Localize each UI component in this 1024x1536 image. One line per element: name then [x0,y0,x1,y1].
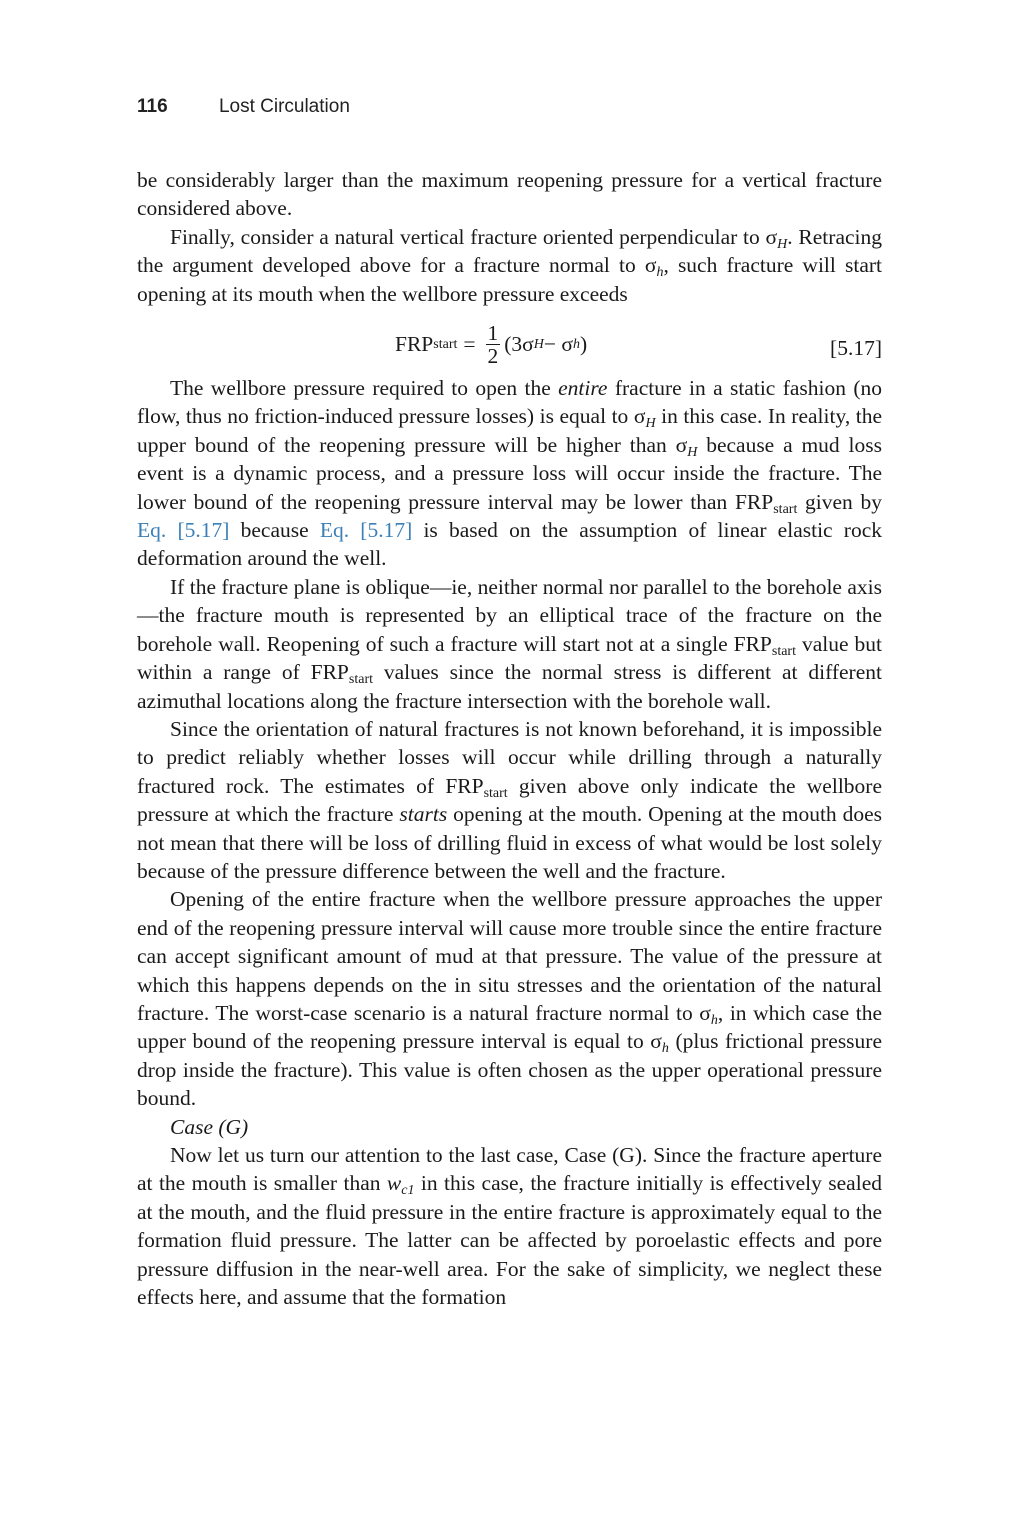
page-body [137,166,882,1311]
equation-formula: FRP start = $\frac{1}{2}$ (3σ H − σ h ) [395,321,588,369]
fraction-one-half: $\frac{1}{2}$ [487,321,499,369]
page-header [137,96,350,118]
paragraph-2: Finally, consider a natural vertical fracture oriented perpendicular to $\sigma_H$. Retracing the argument developed above for a fracture normal to $\sigma_h$, such fracture will start opening at its mouth when the wellbore pressure exceeds [137,224,883,306]
paragraph-4: If the fracture plane is oblique—ie, neither normal nor parallel to the borehole axis—the fracture mouth is represented by an elliptical trace of the fracture on the borehole wall. Reopening of such a fracture will start not at a single $FRP_{start}$ value but within a range of $FRP_{start}$ values since the normal stress is different at different azimuthal locations along the fracture intersection with the borehole wall. [137,574,882,713]
equation-link[interactable]: Eq. [5.17] [137,518,230,543]
page-number: 116 [137,96,168,117]
equation-number: [5.17] [830,336,882,361]
equation-link[interactable]: Eq. [5.17] [319,518,413,543]
paragraph-5: Since the orientation of natural fractures is not known beforehand, it is impossible to predict reliably whether losses will occur while drilling through a naturally fractured rock. The estimates of $FRP_{start}$ given above only indicate the wellbore pressure at which the fracture starts opening at the mouth. Opening at the mouth does not mean that there will be loss of drilling fluid in excess of what would be lost solely because of the pressure difference between the well and the fracture. [137,716,883,883]
paragraph-3: The wellbore pressure required to open the entire fracture in a static fashion (no flow, thus no friction-induced pressure losses) is equal to $\sigma_H$ in this case. In reality, the upper bound of the reopening pressure will be higher than $\sigma_H$ because a mud loss event is a dynamic process, and a pressure loss will occur inside the fracture. The lower bound of the reopening pressure interval may be lower than $FRP_{start}$ given by Eq. [5.17] because Eq. [5.17] is based on the assumption of linear elastic rock deformation around the well. [137,376,883,571]
running-title: Lost Circulation [218,96,350,117]
paragraph-7: Now let us turn our attention to the last case, Case (G). Since the fracture aperture at the mouth is smaller than $w_{c1}$ in this case, the fracture initially is effectively sealed at the mouth, and the fluid pressure in the entire fracture is approximately equal to the formation fluid pressure. The latter can be affected by poroelastic effects and pore pressure diffusion in the near-well area. For the sake of simplicity, we neglect these effects here, and assume that the formation [137,1143,882,1310]
case-heading: Case (G) [170,1114,249,1139]
equation-5-17 [137,314,882,370]
paragraph-6: Opening of the entire fracture when the wellbore pressure approaches the upper end of the reopening pressure interval will cause more trouble since the entire fracture can accept significant amount of mud at that pressure. The value of the pressure at which this happens depends on the in situ stresses and the orientation of the natural fracture. The worst-case scenario is a natural fracture normal to $\sigma_h$, in which case the upper bound of the reopening pressure interval is equal to $\sigma_h$ (plus frictional pressure drop inside the fracture). This value is often chosen as the upper operational pressure bound. [137,887,883,1111]
paragraph-1: be considerably larger than the maximum reopening pressure for a vertical fracture considered above. [137,168,882,221]
